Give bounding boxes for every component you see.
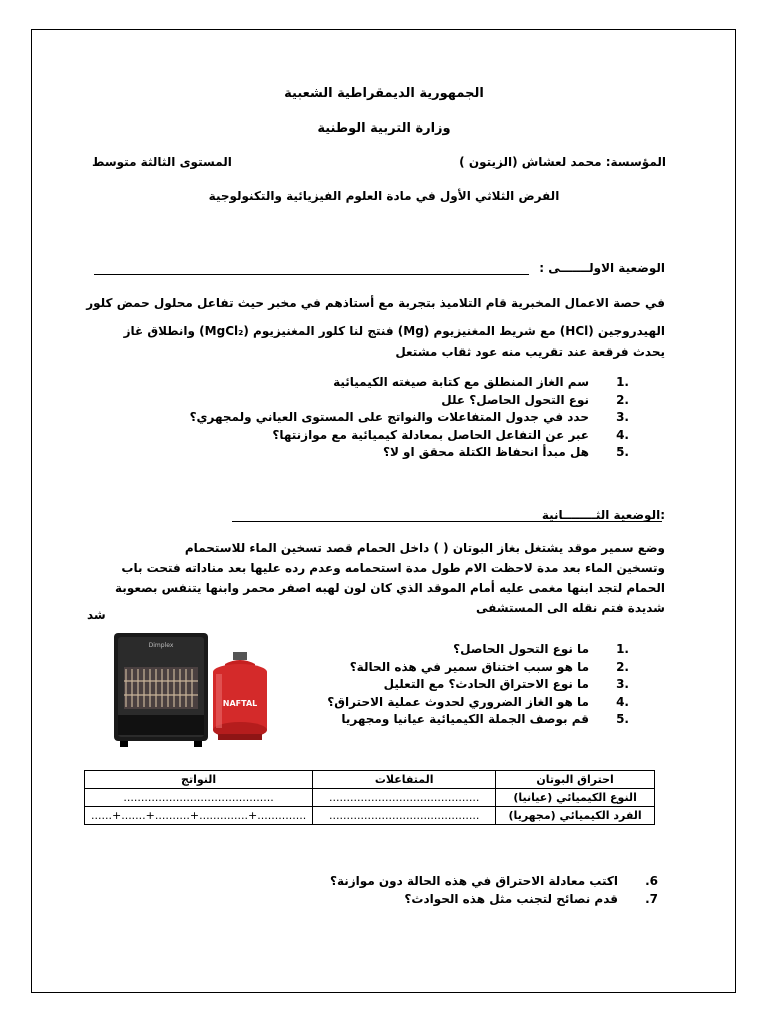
tank-brand: NAFTAL (222, 699, 258, 708)
heater-brand: Dimplex (148, 642, 174, 649)
republic-title: الجمهورية الديمقراطية الشعبية (284, 86, 484, 101)
exam-title: الفرض الثلاثي الأول في مادة العلوم الفيزيائية والتكنولوجية (208, 189, 560, 203)
question-item: 4. عبر عن التفاعل الحاصل بمعادلة كيميائية مع موازنتها؟ (272, 427, 629, 442)
paragraph-line: يحدث فرقعة عند تقريب منه عود ثقاب مشتعل (395, 345, 665, 359)
table-header: المتفاعلات (313, 771, 496, 789)
situation2-questions-more (330, 873, 658, 908)
table-header-row (85, 771, 655, 789)
question-item: 2. ما هو سبب اختناق سمير في هذه الحالة؟ (349, 659, 629, 674)
question-item: 5. قم بوصف الجملة الكيميائية عيانيا ومجهريا (341, 712, 629, 726)
level-label: المستوى الثالثة متوسط (92, 155, 232, 169)
situation1-paragraph (75, 289, 665, 359)
question-item: 3. ما نوع الاحتراق الحادث؟ مع التعليل (383, 677, 629, 691)
question-item: 2. نوع التحول الحاصل؟ علل (441, 392, 629, 407)
table-header: النواتج (85, 771, 313, 789)
stray-text: شد (87, 608, 106, 622)
reaction-table (84, 770, 655, 825)
situation2-questions (327, 641, 629, 729)
paragraph-line: وضع سمير موقد يشتغل بغاز البوتان ( ) داخل الحمام قصد تسخين الماء للاستحمام (184, 541, 665, 555)
question-item: 3. حدد في جدول المتفاعلات والنواتج على المستوى العياني ولمجهري؟ (189, 410, 629, 424)
table-cell: ........................................... (85, 789, 313, 807)
paragraph-line: شديدة فتم نقله الى المستشفى (476, 601, 665, 615)
gas-heater-image (112, 631, 210, 748)
school-name: المؤسسة: محمد لعشاش (الزيتون ) (459, 155, 666, 169)
paragraph-line: وتسخين الماء بعد مدة لاحظت الام طول مدة استحمامه وعدم رده عليها بعد مناداته فتحت باب (121, 561, 665, 575)
question-item: 1. سم الغاز المنطلق مع كتابة صيغته الكيميائية (333, 375, 629, 389)
situation1-questions (190, 374, 629, 462)
paragraph-line: في حصة الاعمال المخبرية قام التلاميذ بتجربة مع أستاذهم في مخبر حيث تفاعل محلول حمض كلور (86, 296, 665, 310)
table-cell: ........................................... (313, 807, 496, 825)
situation2-underline (232, 509, 662, 522)
question-item: .7 قدم نصائح لتجنب مثل هذه الحوادث؟ (404, 891, 658, 906)
table-cell: ..............+..............+..........+.......+...... (85, 807, 313, 825)
question-item: 5. هل مبدأ انحفاظ الكتلة محقق او لا؟ (382, 445, 629, 459)
situation1-heading: الوضعية الاولـــــــى : (539, 261, 665, 275)
situation2-heading: :الوضعية الثــــــــانية (541, 508, 665, 522)
table-header: احتراق البوتان (496, 771, 655, 789)
question-item: 1. ما نوع التحول الحاصل؟ (453, 642, 629, 656)
table-row (85, 807, 655, 825)
question-item: 4. ما هو الغاز الضروري لحدوث عملية الاحتراق؟ (327, 694, 629, 709)
question-item: .6 اكتب معادلة الاحتراق في هذه الحالة دون موازنة؟ (330, 874, 658, 888)
table-row (85, 789, 655, 807)
paragraph-line: الحمام لتجد ابنها مغمى عليه أمام الموقد الذي كان لون لهبه اصفر محمر وابنها يتنفس بصعوبة (115, 581, 665, 595)
table-cell: الفرد الكيميائي (مجهريا) (496, 807, 655, 825)
paragraph-line: الهيدروجين (HCl) مع شريط المغنيزيوم (Mg) فنتج لنا كلور المغنيزيوم (MgCl₂) وانطلاق غاز (123, 324, 665, 338)
situation2-paragraph (105, 538, 665, 618)
butane-tank-image (210, 650, 270, 742)
ministry-title: وزارة التربية الوطنية (317, 121, 451, 136)
table-cell: ........................................... (313, 789, 496, 807)
situation1-underline (94, 262, 529, 275)
table-cell: النوع الكيميائي (عيانيا) (496, 789, 655, 807)
